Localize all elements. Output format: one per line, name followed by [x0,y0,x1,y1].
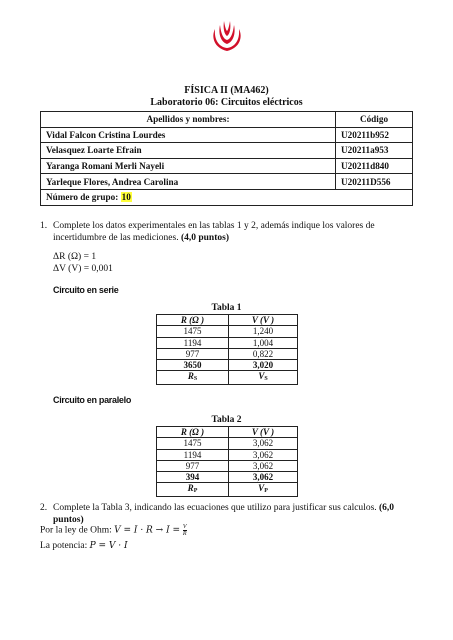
voltage-cell: 1,004 [229,337,298,348]
question1-number: 1. [40,221,48,231]
table-row [41,158,413,174]
table-row [41,127,413,143]
voltage-cell: 3,062 [229,438,298,449]
table-row [157,438,298,449]
voltage-cell: 3,062 [229,460,298,471]
names-column-header: Apellidos y nombres: [41,112,336,128]
table2-header-row [157,427,298,438]
table-row [41,143,413,159]
table1-head-r: R (Ω ) [157,315,229,326]
total-voltage: 3,062 [229,472,298,483]
resistance-cell: 1194 [157,449,229,460]
total-resistance: 394 [157,472,229,483]
question1-points: (4,0 puntos) [180,233,229,243]
resistance-cell: 977 [157,348,229,359]
parallel-heading: Circuito en paralelo [53,395,132,405]
table2-head-v: V (V ) [229,427,298,438]
table1-header-row [157,315,298,326]
code-column-header: Código [336,112,413,128]
resistance-cell: 977 [157,460,229,471]
table2-total-row [157,472,298,483]
ohm-fraction-den: R [182,531,187,537]
member-code: U20211a953 [336,143,413,159]
table-row [157,460,298,471]
voltage-cell: 0,822 [229,348,298,359]
ohm-fraction [183,524,187,537]
member-name: Velasquez Loarte Efrain [41,143,336,159]
table1-head-v: V (V ) [229,315,298,326]
group-cell [41,189,413,205]
total-resistance: 3650 [157,360,229,371]
group-label: Número de grupo: [46,192,121,203]
table1-caption: Tabla 1 [211,303,242,313]
total-voltage: 3,020 [229,360,298,371]
table1 [156,314,298,385]
ohm-fraction-num: V [182,524,187,530]
member-code: U20211D556 [336,174,413,190]
uncertainty-r: ΔR (Ω) = 1 [53,252,97,262]
uncertainty-v: ΔV (V) = 0,001 [53,264,113,274]
table-row [157,348,298,359]
table-row [41,174,413,190]
label-vp-main: V [258,483,265,494]
table2-head-r: R (Ω ) [157,427,229,438]
table2 [156,426,298,497]
members-header-row [41,112,413,128]
label-vs-sub: S [264,376,268,383]
ohm-prefix: Por la ley de Ohm: [40,525,115,536]
table2-label-row [157,483,298,497]
label-rp [157,483,229,497]
label-vp [229,483,298,497]
question2-text: Complete la Tabla 3, indicando las ecuaciones que utilizo para justificar sus calculos. [53,503,377,513]
members-table [40,111,413,206]
ohm-formula: V = I · R → I = [114,525,183,536]
group-row [41,189,413,205]
power-prefix: La potencia: [40,541,90,551]
table2-caption: Tabla 2 [211,415,242,425]
table-row [157,449,298,460]
university-logo [209,20,245,54]
member-name: Yarleque Flores, Andrea Carolina [41,174,336,190]
lab-title: Laboratorio 06: Circuitos eléctricos [150,97,303,108]
member-name: Vidal Falcon Cristina Lourdes [41,127,336,143]
resistance-cell: 1475 [157,438,229,449]
voltage-cell: 1,240 [229,326,298,337]
series-heading: Circuito en serie [53,285,119,295]
ohm-law-line [40,524,187,537]
label-vs-main: V [258,371,265,382]
table-row [157,337,298,348]
label-rp-sub: P [193,488,198,495]
label-vs [229,371,298,385]
power-line [40,540,128,552]
power-formula: P = V · I [89,541,128,551]
label-rp-main: R [187,483,194,494]
member-code: U20211b952 [336,127,413,143]
question2-number: 2. [40,503,48,513]
member-name: Yaranga Romani Merli Nayeli [41,158,336,174]
label-rs-sub: S [193,376,198,383]
course-title: FÍSICA II (MA462) [184,85,269,96]
question2-points: (6,0 puntos) [53,503,395,525]
voltage-cell: 3,062 [229,449,298,460]
resistance-cell: 1194 [157,337,229,348]
question1-text: Complete los datos experimentales en las tablas 1 y 2, además indique los valores de incertidumbre de las mediciones. [53,221,375,243]
label-rs-main: R [187,371,194,382]
table1-label-row [157,371,298,385]
member-code: U20211d840 [336,158,413,174]
question2 [53,502,418,526]
group-number: 10 [121,192,131,203]
table1-total-row [157,360,298,371]
label-rs [157,371,229,385]
question1 [53,220,418,244]
table-row [157,326,298,337]
resistance-cell: 1475 [157,326,229,337]
label-vp-sub: P [264,488,268,495]
